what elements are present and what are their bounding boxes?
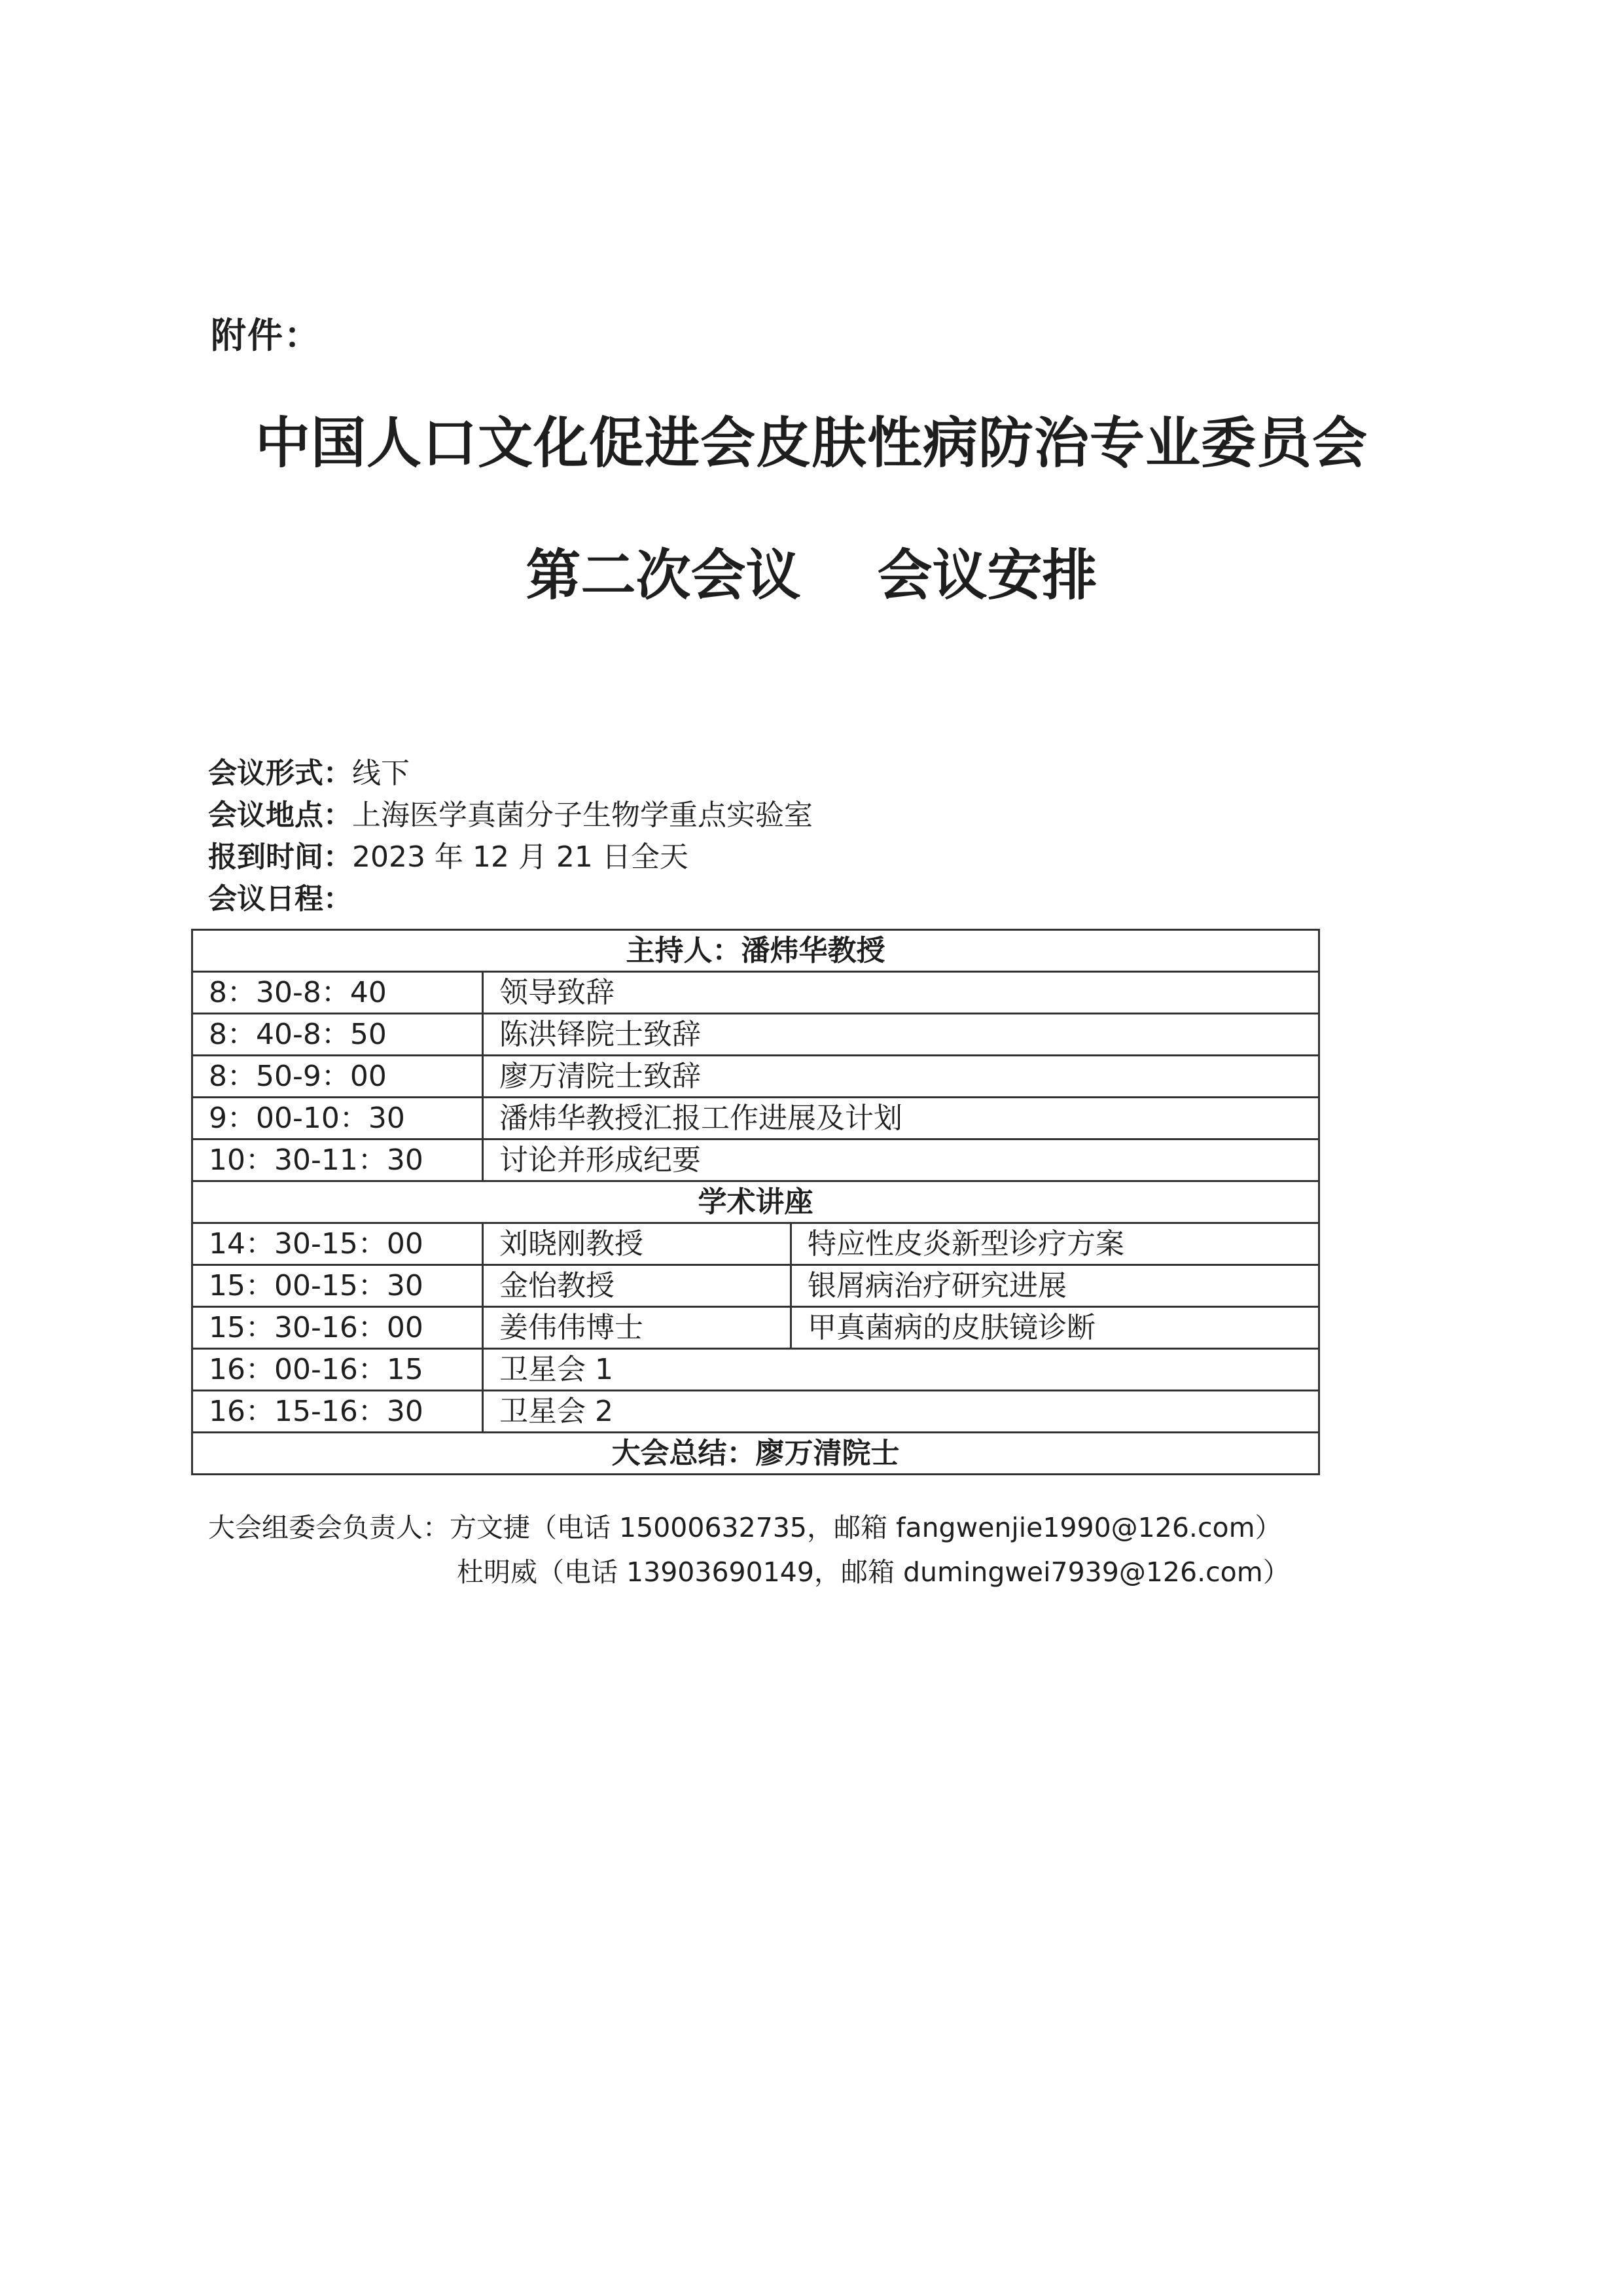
topic-cell: 银屑病治疗研究进展 [791,1265,1319,1307]
info-format [208,753,813,795]
info-format-label: 会议形式： [208,757,352,790]
time-cell: 16：00-16：15 [192,1349,483,1391]
item-cell: 讨论并形成纪要 [483,1139,1319,1181]
speaker-cell: 姜伟伟博士 [483,1307,791,1349]
item-cell: 廖万清院士致辞 [483,1056,1319,1098]
info-registration [208,836,813,878]
info-format-value: 线下 [352,757,410,790]
time-cell: 9：00-10：30 [192,1098,483,1139]
speaker-cell: 金怡教授 [483,1265,791,1307]
speaker-cell: 刘晓刚教授 [483,1223,791,1265]
info-location [208,795,813,836]
section-title-cell: 学术讲座 [192,1181,1319,1223]
table-row [192,1056,1319,1098]
table-row [192,1391,1319,1433]
info-registration-value: 2023 年 12 月 21 日全天 [352,840,688,874]
table-row [192,1014,1319,1056]
host-row [192,930,1319,972]
time-cell: 8：50-9：00 [192,1056,483,1098]
table-row [192,1265,1319,1307]
schedule-table [191,929,1320,1475]
section-row [192,1181,1319,1223]
contacts-label: 大会组委会负责人： [208,1512,450,1543]
summary-row [192,1433,1319,1475]
attachment-label: 附件： [211,315,321,356]
info-registration-label: 报到时间： [208,840,352,874]
host-cell: 主持人：潘炜华教授 [192,930,1319,972]
time-cell: 10：30-11：30 [192,1139,483,1181]
info-agenda-label: 会议日程： [208,882,352,916]
time-cell: 15：00-15：30 [192,1265,483,1307]
time-cell: 15：30-16：00 [192,1307,483,1349]
time-cell: 8：30-8：40 [192,972,483,1014]
item-cell: 领导致辞 [483,972,1319,1014]
item-cell: 卫星会 1 [483,1349,1319,1391]
table-row [192,1349,1319,1391]
summary-cell: 大会总结：廖万清院士 [192,1433,1319,1475]
item-cell: 陈洪铎院士致辞 [483,1014,1319,1056]
table-row [192,1223,1319,1265]
topic-cell: 甲真菌病的皮肤镜诊断 [791,1307,1319,1349]
organizer-contacts [208,1505,1290,1594]
contact-1: 方文捷（电话 15000632735，邮箱 fangwenjie1990@126.com） [450,1512,1282,1543]
info-location-value: 上海医学真菌分子生物学重点实验室 [352,798,813,832]
topic-cell: 特应性皮炎新型诊疗方案 [791,1223,1319,1265]
time-cell: 14：30-15：00 [192,1223,483,1265]
info-agenda [208,878,813,920]
table-row [192,972,1319,1014]
info-location-label: 会议地点： [208,798,352,832]
contact-2: 杜明威（电话 13903690149，邮箱 dumingwei7939@126.com） [457,1556,1290,1588]
contact-line-2 [208,1550,1290,1594]
table-row [192,1307,1319,1349]
meeting-info [208,753,813,920]
document-title: 中国人口文化促进会皮肤性病防治专业委员会 [255,410,1368,475]
contact-line-1 [208,1505,1290,1550]
time-cell: 16：15-16：30 [192,1391,483,1433]
table-row [192,1098,1319,1139]
time-cell: 8：40-8：50 [192,1014,483,1056]
table-row [192,1139,1319,1181]
item-cell: 潘炜华教授汇报工作进展及计划 [483,1098,1319,1139]
document-subtitle: 第二次会议 会议安排 [526,543,1097,607]
item-cell: 卫星会 2 [483,1391,1319,1433]
